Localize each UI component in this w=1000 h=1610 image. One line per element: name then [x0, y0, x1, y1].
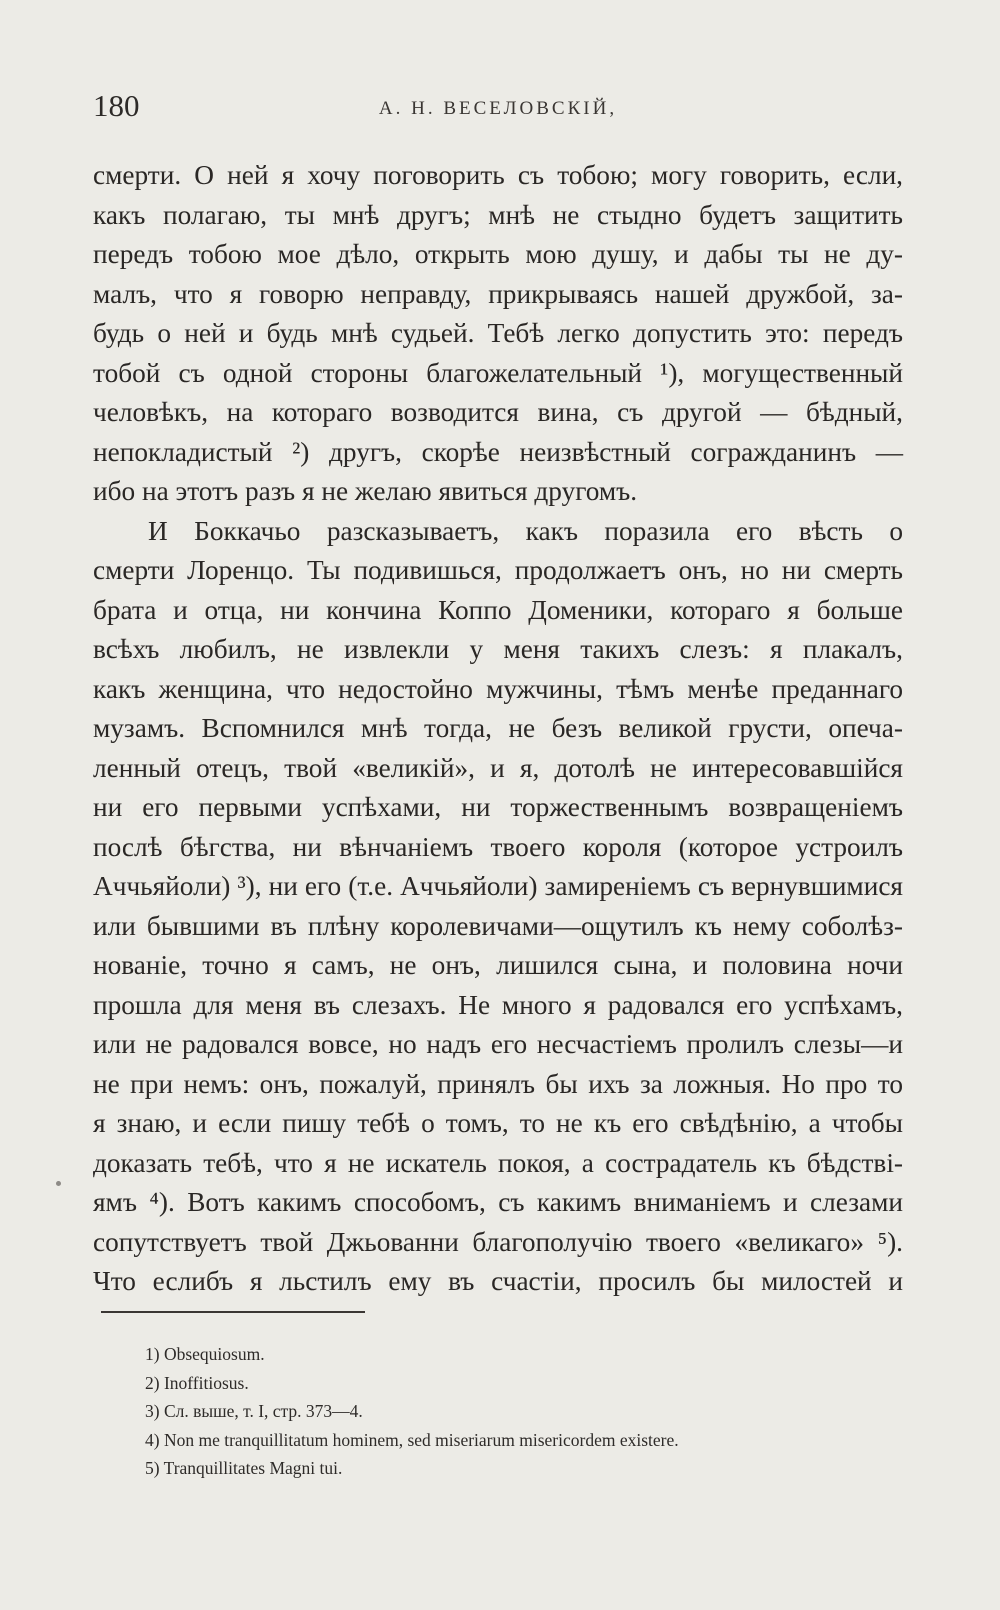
- text-line: послѣ бѣгства, ни вѣнчаніемъ твоего короля (которое устроилъ: [93, 831, 903, 862]
- text-line: малъ, что я говорю неправду, прикрываясь нашей дружбой, за-: [93, 278, 903, 309]
- text-line: я знаю, и если пишу тебѣ о томъ, то не къ его свѣдѣнію, а чтобы: [93, 1108, 903, 1138]
- paper-speck: [56, 1181, 61, 1186]
- text-line: передъ тобою мое дѣло, открыть мою душу, и дабы ты не ду-: [93, 239, 903, 269]
- text-line: ибо на этотъ разъ я не желаю явиться другомъ.: [93, 476, 638, 506]
- text-line: прошла для меня въ слезахъ. Не много я радовался его успѣхамъ,: [93, 989, 903, 1020]
- text-line: нованіе, точно я самъ, не онъ, лишился сына, и половина ночи: [93, 950, 903, 980]
- footnote: 1) Obsequiosum.: [145, 1344, 265, 1364]
- text-line: ленный отецъ, твой «великій», и я, дотолѣ не интересовавшійся: [93, 752, 903, 783]
- footnote: 3) Сл. выше, т. I, стр. 373—4.: [145, 1401, 363, 1422]
- text-line: ни его первыми успѣхами, ни торжественнымъ возвращеніемъ: [93, 792, 903, 822]
- page-number: 180: [93, 88, 140, 123]
- footnote: 2) Inoffitiosus.: [145, 1372, 249, 1393]
- footnotes: [145, 1340, 905, 1483]
- text-line: ямъ ⁴). Вотъ какимъ способомъ, съ какимъ вниманіемъ и слезами: [93, 1187, 903, 1217]
- text-line: Аччьяйоли) ³), ни его (т.е. Аччьяйоли) замиреніемъ съ вернувшимися: [93, 871, 903, 901]
- text-line: будь о ней и будь мнѣ судьей. Тебѣ легко допустить это: передъ: [93, 318, 903, 348]
- text-line: или бывшими въ плѣну королевичами—ощутилъ къ нему соболѣз-: [93, 910, 903, 941]
- text-line: смерти Лоренцо. Ты подивишься, продолжаетъ онъ, но ни смерть: [93, 555, 903, 585]
- text-line: человѣкъ, на котораго возводится вина, съ другой — бѣдный,: [93, 397, 903, 427]
- text-line: сопутствуетъ твой Джьованни благополучію твоего «великаго» ⁵).: [93, 1226, 903, 1257]
- text-line: Что еслибъ я льстилъ ему въ счастіи, просилъ бы милостей и: [93, 1266, 903, 1296]
- text-line: какъ полагаю, ты мнѣ другъ; мнѣ не стыдно будетъ защитить: [93, 199, 903, 230]
- footnote-rule: [101, 1311, 365, 1313]
- body-text: [93, 156, 903, 1302]
- text-line: тобой съ одной стороны благожелательный ¹), могущественный: [93, 357, 903, 388]
- text-line: смерти. О ней я хочу поговорить съ тобою; могу говорить, если,: [93, 160, 903, 190]
- text-line: брата и отца, ни кончина Коппо Доменики, котораго я больше: [93, 594, 903, 625]
- text-line: непокладистый ²) другъ, скорѣе неизвѣстный согражданинъ —: [93, 436, 903, 467]
- footnote: 5) Tranquillitates Magni tui.: [145, 1458, 343, 1479]
- text-line: И Боккачьо разсказываетъ, какъ поразила его вѣсть о: [148, 515, 903, 546]
- text-line: доказать тебѣ, что я не искатель покоя, а сострадатель къ бѣдстві-: [93, 1147, 903, 1178]
- text-line: музамъ. Вспомнился мнѣ тогда, не безъ великой грусти, опеча-: [93, 713, 903, 743]
- text-line: не при немъ: онъ, пожалуй, принялъ бы ихъ за ложныя. Но про то: [93, 1068, 903, 1099]
- text-line: всѣхъ любилъ, не извлекли у меня такихъ слезъ: я плакалъ,: [93, 634, 903, 664]
- text-line: или не радовался вовсе, но надъ его несчастіемъ пролилъ слезы—и: [93, 1029, 903, 1059]
- page-header: [93, 88, 903, 128]
- running-head: А. Н. ВЕСЕЛОВСКІЙ,: [378, 98, 618, 119]
- footnote: 4) Non me tranquillitatum hominem, sed miseriarum misericordem existere.: [145, 1429, 679, 1450]
- text-line: какъ женщина, что недостойно мужчины, тѣмъ менѣе преданнаго: [93, 673, 903, 704]
